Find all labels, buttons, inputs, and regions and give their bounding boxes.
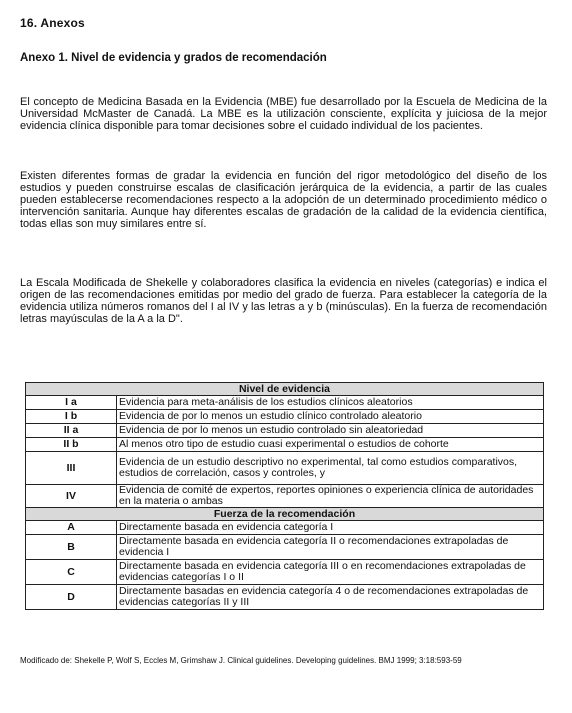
recommendation-header: Fuerza de la recomendación <box>26 508 544 521</box>
evidence-description: Evidencia de comité de expertos, reportes opiniones o experiencia clínica de autoridades en la materia o ambas <box>117 485 544 508</box>
evidence-description: Evidencia de por lo menos un estudio controlado sin aleatoriedad <box>117 424 544 438</box>
recommendation-header-row <box>26 508 544 521</box>
evidence-level: III <box>26 452 117 485</box>
evidence-description: Evidencia de un estudio descriptivo no experimental, tal como estudios comparativos, estudios de correlación, casos y controles, y <box>117 452 544 485</box>
table-row <box>26 535 544 560</box>
evidence-level: II b <box>26 438 117 452</box>
table-row <box>26 452 544 485</box>
recommendation-description: Directamente basadas en evidencia categoría 4 o de recomendaciones extrapoladas de evidencias categorías II y III <box>117 585 544 610</box>
evidence-level: IV <box>26 485 117 508</box>
recommendation-grade: C <box>26 560 117 585</box>
table-row <box>26 396 544 410</box>
evidence-level: I a <box>26 396 117 410</box>
paragraph-evidence-grading: Existen diferentes formas de gradar la evidencia en función del rigor metodológico del diseño de los estudios y pueden construirse escalas de clasificación jerárquica de la evidencia, a partir de las cuales pueden establecerse recomendaciones respecto a la adopción de un determinado procedimiento médico o intervención sanitaria. Aunque hay diferentes escalas de gradación de la calidad de la evidencia científica, todas ellas son muy similares entre sí. <box>20 170 547 230</box>
recommendation-grade: B <box>26 535 117 560</box>
evidence-header: Nivel de evidencia <box>26 383 544 396</box>
recommendation-grade: D <box>26 585 117 610</box>
recommendation-grade: A <box>26 521 117 535</box>
evidence-description: Al menos otro tipo de estudio cuasi experimental o estudios de cohorte <box>117 438 544 452</box>
section-title: 16. Anexos <box>20 16 85 30</box>
annex-title: Anexo 1. Nivel de evidencia y grados de recomendación <box>20 52 327 64</box>
evidence-table <box>25 382 544 610</box>
paragraph-mbe-concept: El concepto de Medicina Basada en la Evidencia (MBE) fue desarrollado por la Escuela de Medicina de la Universidad McMaster de Canadá. La MBE es la utilización consciente, explícita y juiciosa de la mejor evidencia clínica disponible para tomar decisiones sobre el cuidado individual de los pacientes. <box>20 96 547 132</box>
table-row <box>26 521 544 535</box>
table-row <box>26 438 544 452</box>
table-row <box>26 424 544 438</box>
recommendation-description: Directamente basada en evidencia categoría II o recomendaciones extrapoladas de evidencia I <box>117 535 544 560</box>
evidence-description: Evidencia para meta-análisis de los estudios clínicos aleatorios <box>117 396 544 410</box>
recommendation-description: Directamente basada en evidencia categoría III o en recomendaciones extrapoladas de evidencias categorías I o II <box>117 560 544 585</box>
table-row <box>26 410 544 424</box>
recommendation-description: Directamente basada en evidencia categoría I <box>117 521 544 535</box>
evidence-level: II a <box>26 424 117 438</box>
evidence-description: Evidencia de por lo menos un estudio clínico controlado aleatorio <box>117 410 544 424</box>
source-footnote: Modificado de: Shekelle P, Wolf S, Eccles M, Grimshaw J. Clinical guidelines. Developing guidelines. BMJ 1999; 3:18:593-59 <box>20 656 462 665</box>
evidence-level: I b <box>26 410 117 424</box>
paragraph-shekelle-scale: La Escala Modificada de Shekelle y colaboradores clasifica la evidencia en niveles (categorías) e indica el origen de las recomendaciones emitidas por medio del grado de fuerza. Para establecer la categoría de la evidencia utiliza números romanos del I al IV y las letras a y b (minúsculas). En la fuerza de recomendación letras mayúsculas de la A a la D". <box>20 277 547 325</box>
table-row <box>26 585 544 610</box>
evidence-header-row <box>26 383 544 396</box>
table-row <box>26 485 544 508</box>
table-row <box>26 560 544 585</box>
